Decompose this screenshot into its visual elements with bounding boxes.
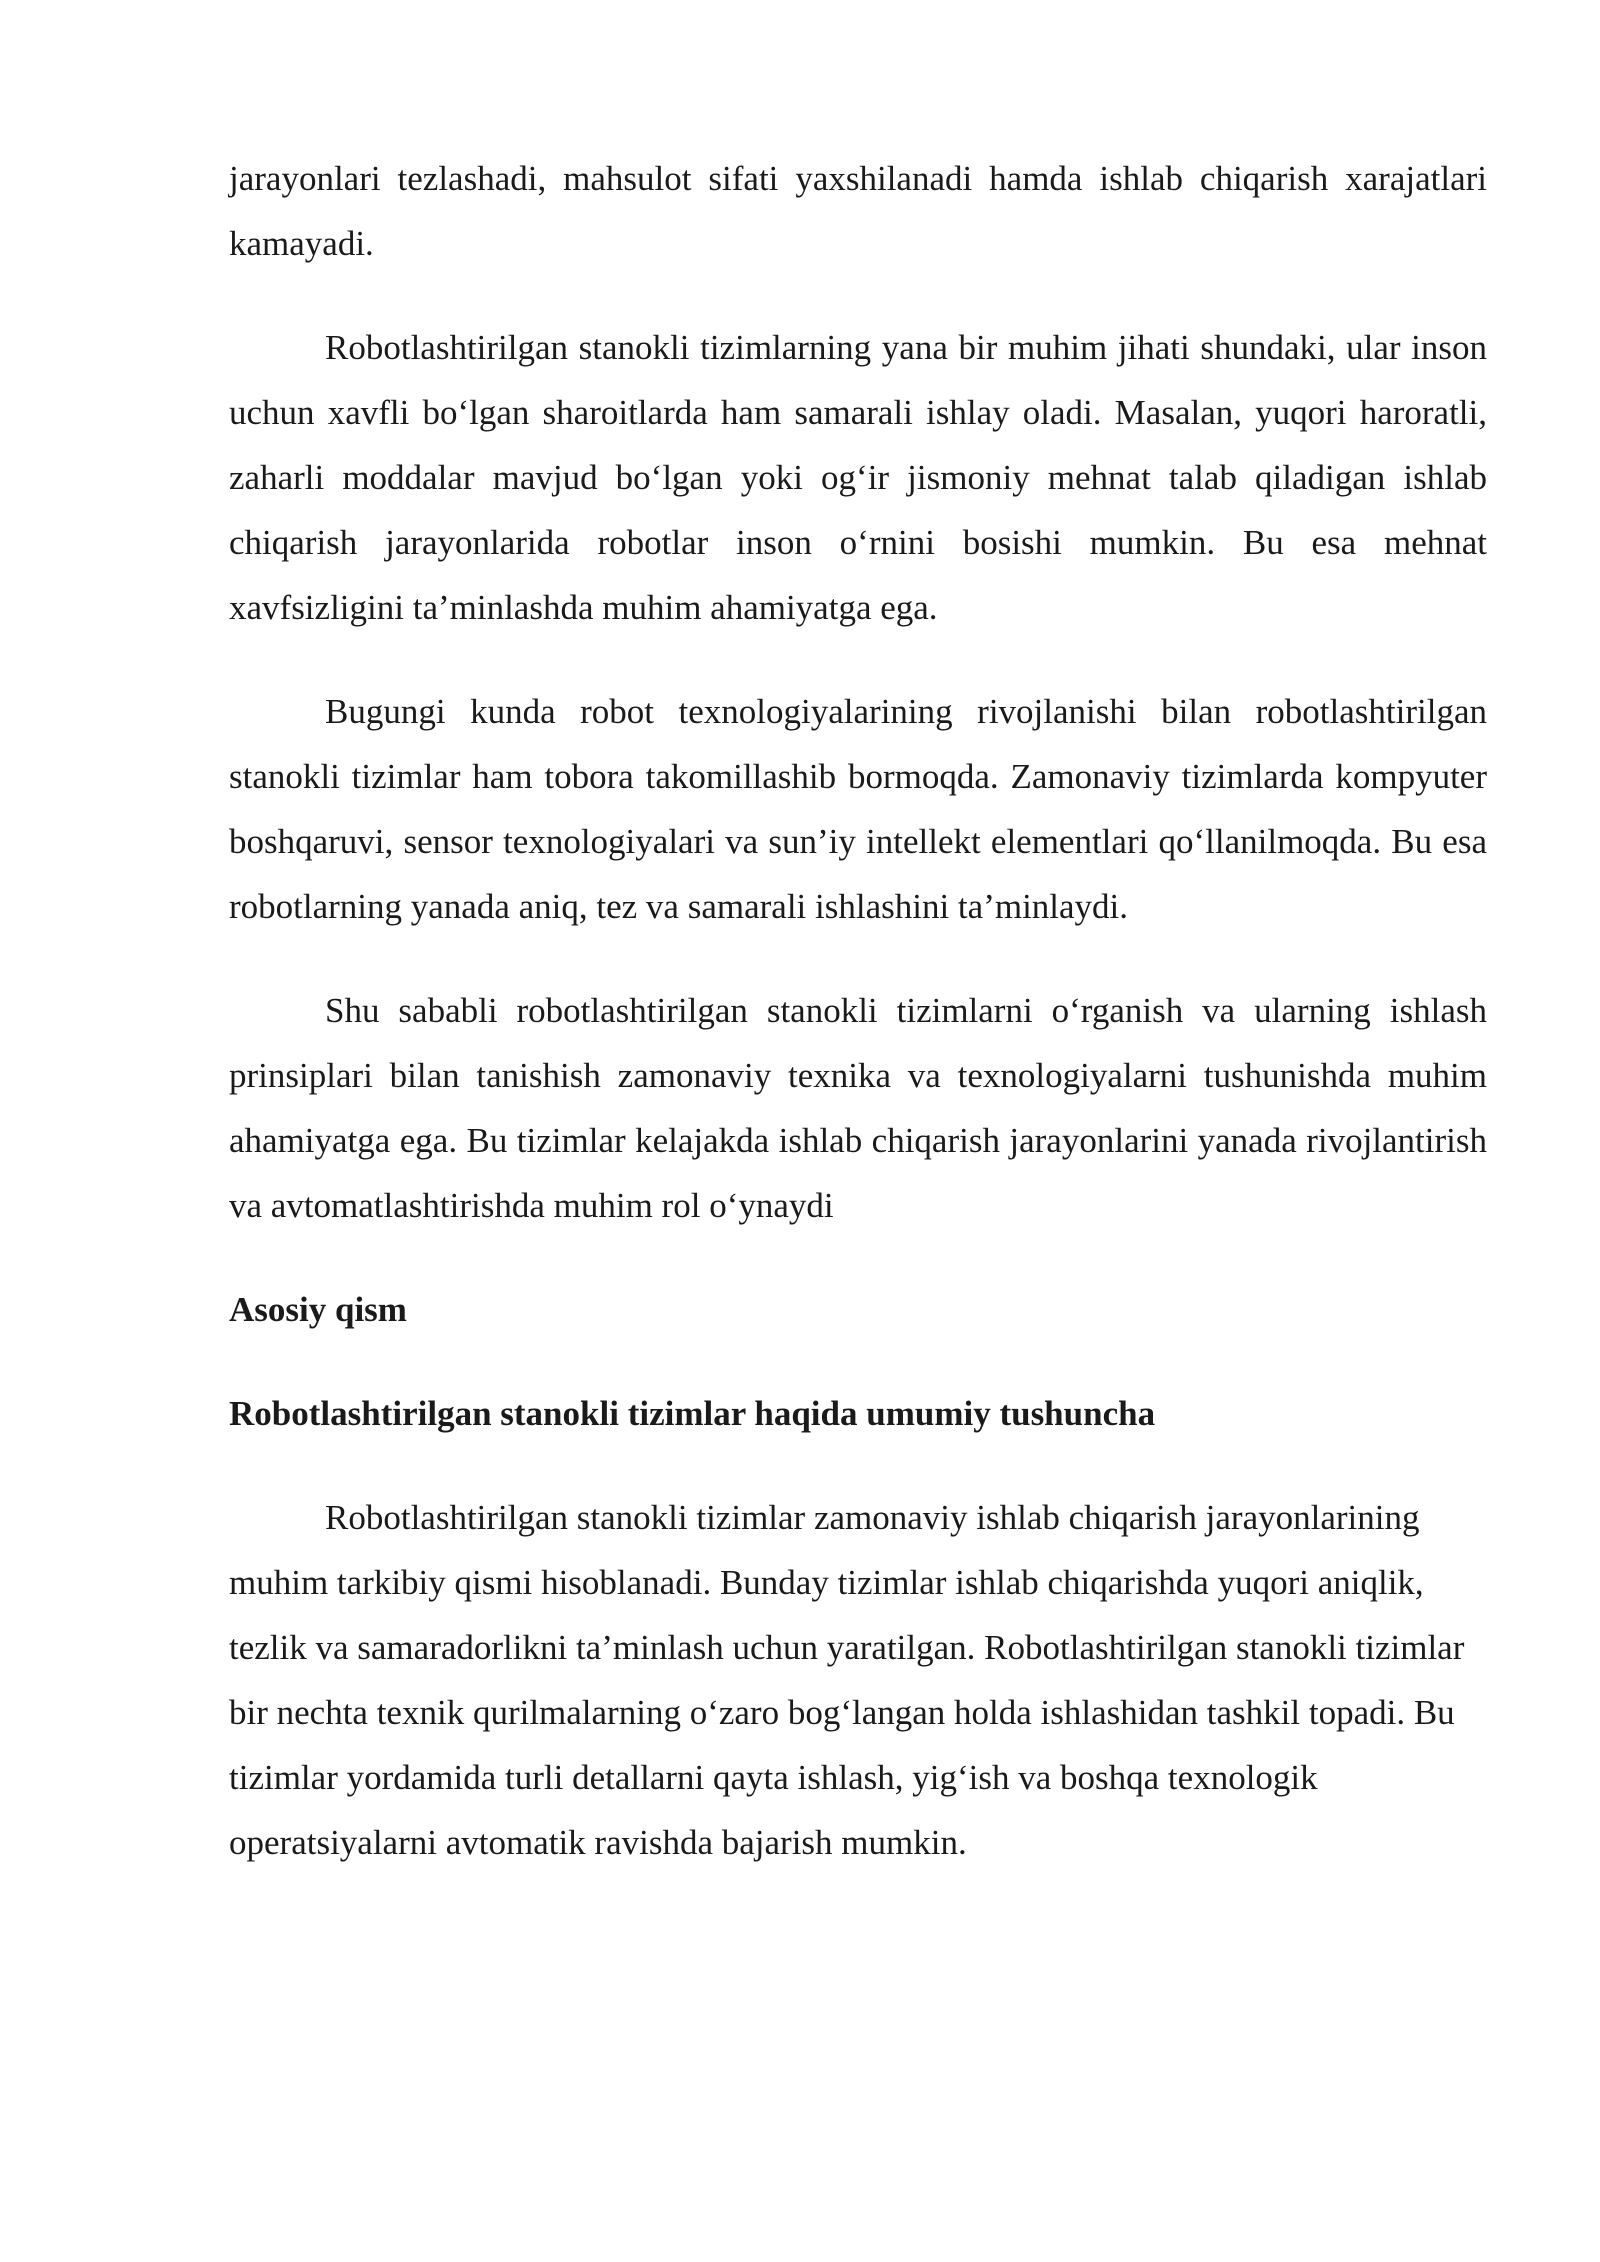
paragraph-general-concept: Robotlashtirilgan stanokli tizimlar zamonaviy ishlab chiqarish jarayonlarining muhim tarkibiy qismi hisoblanadi. Bunday tizimlar ishlab chiqarishda yuqori aniqlik, tezlik va samaradorlikni ta’minlash uchun yaratilgan. Robotlashtirilgan stanokli tizimlar bir nechta texnik qurilmalarning o‘zaro bog‘langan holda ishlashidan tashkil topadi. Bu tizimlar yordamida turli detallarni qayta ishlash, yig‘ish va boshqa texnologik operatsiyalarni avtomatik ravishda bajarish mumkin.: [229, 1498, 1465, 1862]
subsection-heading: Robotlashtirilgan stanokli tizimlar haqida umumiy tushuncha: [229, 1394, 1156, 1433]
section-heading: Asosiy qism: [229, 1290, 407, 1329]
document-body: [229, 146, 1487, 1914]
paragraph-robot-safety: Robotlashtirilgan stanokli tizimlarning yana bir muhim jihati shundaki, ular inson uchun xavfli bo‘lgan sharoitlarda ham samarali ishlay oladi. Masalan, yuqori haroratli, zaharli moddalar mavjud bo‘lgan yoki og‘ir jismoniy mehnat talab qiladigan ishlab chiqarish jarayonlarida robotlar inson o‘rnini bosishi mumkin. Bu esa mehnat xavfsizligini ta’minlashda muhim ahamiyatga ega.: [229, 328, 1487, 627]
paragraph-importance: Shu sababli robotlashtirilgan stanokli tizimlarni o‘rganish va ularning ishlash prinsiplari bilan tanishish zamonaviy texnika va texnologiyalarni tushunishda muhim ahamiyatga ega. Bu tizimlar kelajakda ishlab chiqarish jarayonlarini yanada rivojlantirish va avtomatlashtirishda muhim rol o‘ynaydi: [229, 991, 1487, 1225]
paragraph-robot-technologies: Bugungi kunda robot texnologiyalarining rivojlanishi bilan robotlashtirilgan stanokli tizimlar ham tobora takomillashib bormoqda. Zamonaviy tizimlarda kompyuter boshqaruvi, sensor texnologiyalari va sun’iy intellekt elementlari qo‘llanilmoqda. Bu esa robotlarning yanada aniq, tez va samarali ishlashini ta’minlaydi.: [229, 692, 1487, 926]
paragraph-continuation: jarayonlari tezlashadi, mahsulot sifati yaxshilanadi hamda ishlab chiqarish xarajatlari kamayadi.: [229, 159, 1487, 263]
